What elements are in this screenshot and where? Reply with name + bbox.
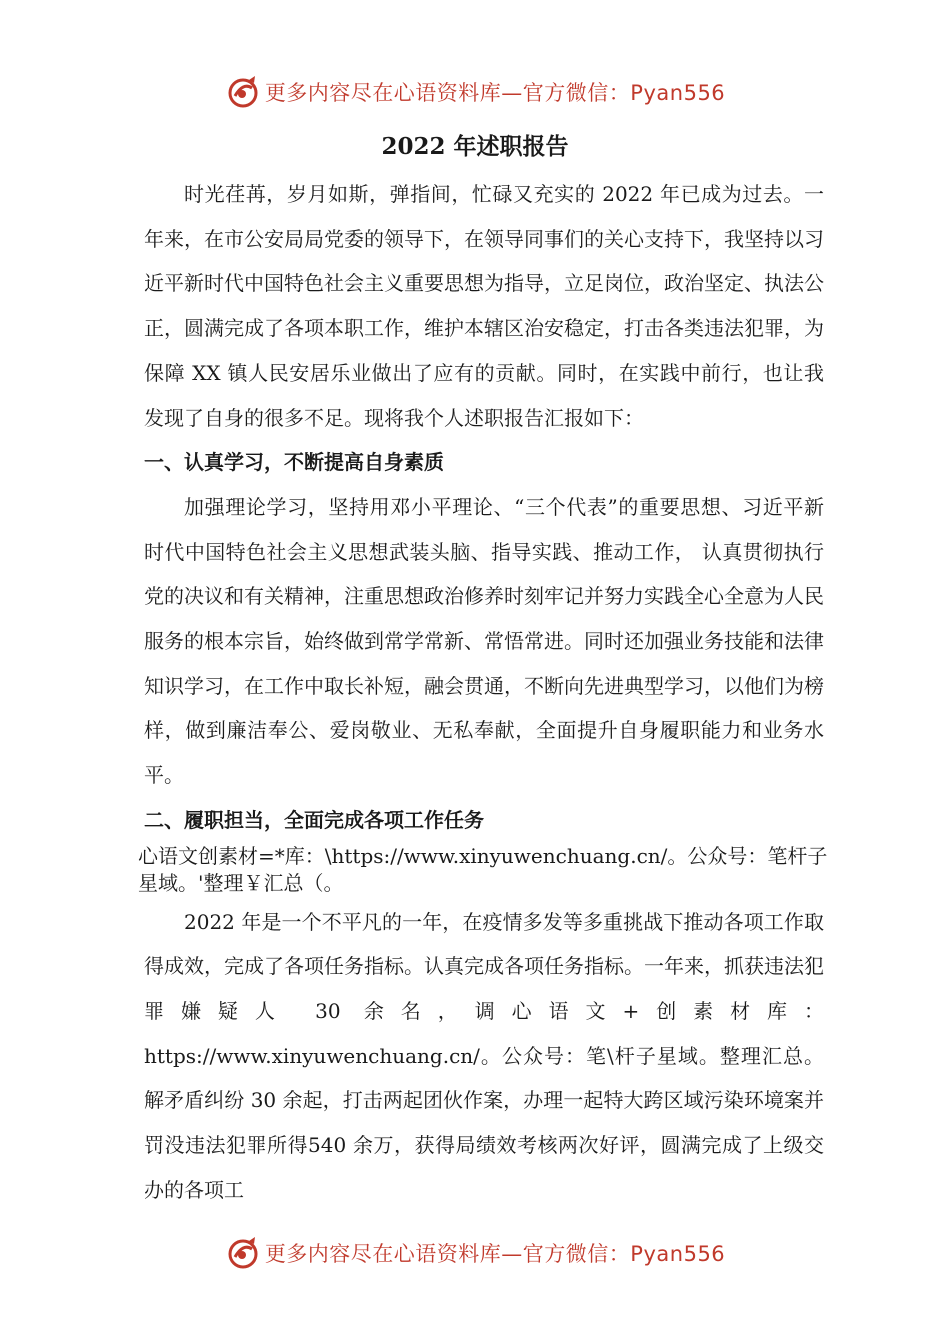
footer-banner-text: 更多内容尽在心语资料库—官方微信：Pyan556 <box>264 1242 726 1266</box>
section-1-paragraph: 加强理论学习，坚持用邓小平理论、“三个代表”的重要思想、习近平新时代中国特色社会主义思想武装头脑、指导实践、推动工作， 认真贯彻执行党的决议和有关精神，注重思想政治修养时刻牢记并努力实践全心全意为人民服务的根本宗旨，始终做到常学常新、常悟常进。同时还加强业务技能和法律知识学习，在工作中取长补短，融会贯通，不断向先进典型学习，以他们为榜样，做到廉洁奉公、爱岗敬业、无私奉献，全面提升自身履职能力和业务水平。 <box>144 494 824 788</box>
document-body <box>138 172 828 1212</box>
logo-icon <box>225 74 261 110</box>
page-title: 2022 年述职报告 <box>381 133 569 160</box>
section-2-paragraph: 2022 年是一个不平凡的一年，在疫情多发等多重挑战下推动各项工作取得成效，完成了各项任务指标。认真完成各项任务指标。一年来，抓获违法犯罪嫌疑人 30 余名，调心语文+创素材库：https://www.xinyuwenchuang.cn/。公众号：笔\杆子星域。整理汇总。解矛盾纠纷 30 余起，打击两起团伙作案，办理一起特大跨区域污染环境案并罚没违法犯罪所得540 余万，获得局绩效考核两次好评，圆满完成了上级交办的各项工 <box>144 909 824 1202</box>
footer-banner <box>0 1231 950 1275</box>
watermark-note: 心语文创素材=*库：\https://www.xinyuwenchuang.cn/。公众号：笔杆子星域。'整理￥汇总（。 <box>138 843 828 895</box>
section-1-heading: 一、认真学习，不断提高自身素质 <box>144 450 444 475</box>
section-2-heading: 二、履职担当，全面完成各项工作任务 <box>144 807 484 832</box>
intro-paragraph: 时光荏苒，岁月如斯，弹指间，忙碌又充实的 2022 年已成为过去。一年来，在市公安局局党委的领导下，在领导同事们的关心支持下，我坚持以习近平新时代中国特色社会主义重要思想为指导，立足岗位，政治坚定、执法公正，圆满完成了各项本职工作，维护本辖区治安稳定，打击各类违法犯罪，为保障 XX 镇人民安居乐业做出了应有的贡献。同时，在实践中前行，也让我发现了自身的很多不足。现将我个人述职报告汇报如下： <box>144 182 824 430</box>
header-banner <box>0 70 950 114</box>
header-banner-text: 更多内容尽在心语资料库—官方微信：Pyan556 <box>264 81 726 105</box>
logo-icon <box>225 1235 261 1271</box>
